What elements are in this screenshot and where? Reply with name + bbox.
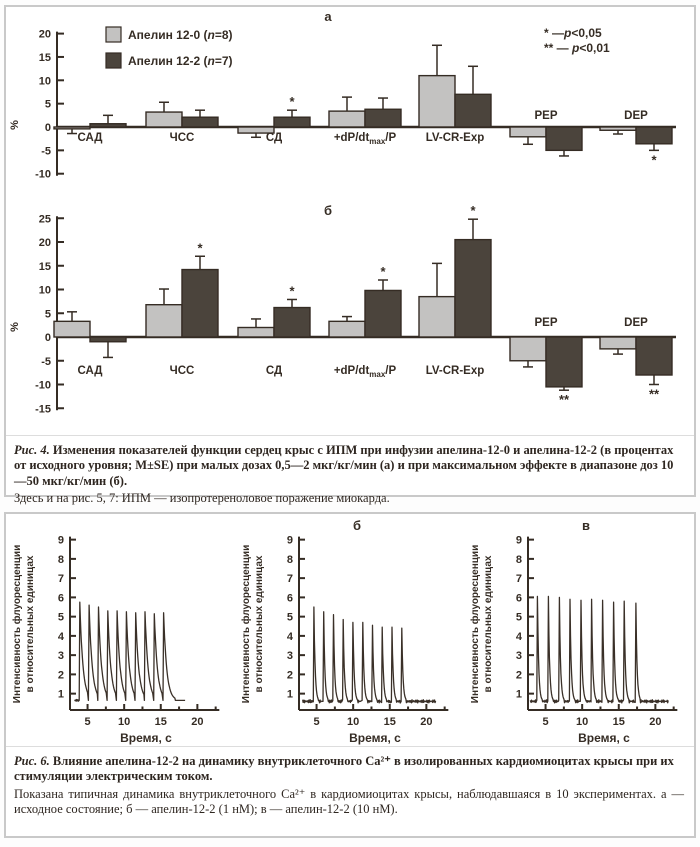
svg-text:Время, с: Время, с (349, 731, 401, 745)
svg-text:3: 3 (515, 650, 522, 663)
svg-text:в: в (582, 518, 590, 533)
figure6-panel (4, 512, 696, 838)
svg-text:в относительных единицах: в относительных единицах (483, 555, 494, 693)
svg-text:*: * (470, 203, 476, 219)
svg-text:5: 5 (286, 611, 293, 624)
svg-text:5: 5 (84, 716, 91, 728)
figure6-caption-note: Показана типичная динамика внутриклеточного Ca²⁺ в кардиомиоцитах крысы, наблюдавшаяся в 10 экспериментах. а — исходное состояние; б — апелин-12-2 (1 нМ); в — апелин-12-2 (10 нМ). (14, 786, 684, 816)
y-axis (57, 32, 64, 176)
fig4a-content (9, 9, 676, 181)
svg-text:0: 0 (44, 332, 51, 344)
svg-text:*: * (289, 94, 295, 110)
svg-text:*: * (197, 240, 203, 256)
svg-text:0: 0 (44, 122, 51, 134)
fluorescence-trace (303, 607, 436, 703)
bar (546, 337, 582, 387)
fig6c-content (469, 518, 677, 745)
bar (54, 127, 90, 129)
fluorescence-trace (530, 596, 668, 703)
svg-text:6: 6 (286, 592, 293, 605)
svg-text:5: 5 (542, 716, 549, 728)
svg-text:Время, с: Время, с (120, 731, 172, 745)
svg-text:Интенсивность флуоресценции: Интенсивность флуоресценции (470, 544, 481, 704)
svg-text:LV-CR-Exp: LV-CR-Exp (425, 132, 485, 144)
figure4-label: Рис. 4. (14, 443, 50, 457)
svg-text:ЧСС: ЧСС (169, 132, 195, 144)
svg-text:10: 10 (38, 284, 51, 297)
svg-text:20: 20 (649, 716, 662, 728)
svg-text:3: 3 (286, 650, 293, 663)
svg-text:3: 3 (57, 650, 64, 663)
svg-text:LV-CR-Exp: LV-CR-Exp (425, 365, 485, 377)
fig6a-content (11, 535, 219, 745)
fig4b-content (9, 203, 676, 415)
bar (54, 321, 90, 337)
legend-swatch (106, 53, 121, 68)
bar (146, 305, 182, 337)
fig6b-content (240, 518, 448, 745)
svg-text:-10: -10 (35, 168, 51, 181)
svg-text:9: 9 (57, 534, 64, 547)
svg-text:PEP: PEP (534, 110, 558, 122)
svg-text:8: 8 (57, 553, 64, 566)
figure6-caption-main (14, 754, 684, 785)
bar (329, 321, 365, 337)
fluorescence-trace (75, 602, 185, 701)
svg-text:20: 20 (38, 28, 51, 41)
svg-text:10: 10 (347, 716, 360, 728)
svg-text:-5: -5 (41, 145, 51, 158)
figure4-caption (6, 435, 694, 506)
bar (90, 124, 126, 127)
bar (455, 240, 491, 337)
svg-text:2: 2 (515, 669, 522, 682)
bar (546, 127, 582, 150)
svg-text:DEP: DEP (624, 317, 648, 329)
svg-text:-5: -5 (41, 355, 51, 368)
svg-text:Апелин 12-2 (n=7): Апелин 12-2 (n=7) (128, 54, 233, 68)
legend (106, 27, 233, 68)
svg-text:* —p<0,05: * —p<0,05 (544, 26, 602, 40)
svg-text:в относительных единицах: в относительных единицах (254, 555, 265, 693)
svg-text:PEP: PEP (534, 317, 558, 329)
svg-text:**: ** (648, 386, 660, 402)
bar (600, 337, 636, 349)
figure4-caption-main (14, 443, 684, 489)
svg-text:Апелин 12-0 (n=8): Апелин 12-0 (n=8) (128, 28, 233, 42)
svg-text:+dP/dtmax/P: $+dP/dt_{max}/P$ (333, 365, 397, 379)
svg-text:9: 9 (286, 534, 293, 547)
figure4-chart-b (6, 199, 694, 435)
svg-text:-10: -10 (35, 379, 51, 392)
figure6-caption-text: Влияние апелина-12-2 на динамику внутриклеточного Ca²⁺ в изолированных кардиомиоцитах крысы при их стимуляции электрическим током. (14, 754, 674, 784)
svg-text:5: 5 (44, 98, 51, 111)
bar (182, 117, 218, 127)
figure4-chart-a (6, 7, 694, 199)
bar (274, 308, 310, 337)
svg-text:2: 2 (286, 669, 293, 682)
svg-text:1: 1 (57, 688, 64, 701)
svg-text:2: 2 (57, 669, 64, 682)
bar (455, 94, 491, 127)
figure6-plot-c (464, 514, 693, 746)
bar (419, 297, 455, 337)
svg-text:10: 10 (38, 75, 51, 88)
svg-text:1: 1 (286, 688, 293, 701)
svg-text:10: 10 (118, 716, 131, 728)
y-axis (57, 216, 64, 410)
svg-text:%: % (9, 120, 21, 130)
svg-text:%: % (9, 322, 21, 332)
svg-text:СД: СД (265, 132, 283, 144)
bar (329, 111, 365, 127)
svg-text:+dP/dtmax/P: $+dP/dt_{max}/P$ (333, 132, 397, 146)
svg-text:ЧСС: ЧСС (169, 365, 195, 377)
svg-text:7: 7 (286, 573, 293, 586)
bar (90, 337, 126, 342)
bar (182, 270, 218, 337)
bar (419, 76, 455, 127)
svg-text:6: 6 (57, 592, 64, 605)
figure6-plot-a (6, 514, 235, 746)
svg-text:а: а (324, 9, 332, 24)
svg-text:DEP: DEP (624, 110, 648, 122)
svg-text:15: 15 (154, 716, 167, 728)
figure6-label: Рис. 6. (14, 754, 50, 768)
svg-text:15: 15 (38, 51, 51, 64)
svg-text:*: * (380, 264, 386, 279)
svg-text:20: 20 (38, 237, 51, 249)
bar (274, 117, 310, 127)
svg-text:** — p<0,01: ** — p<0,01 (544, 41, 610, 55)
figure4-caption-note: Здесь и на рис. 5, 7: ИПМ — изопротереноловое поражение миокарда. (14, 490, 390, 505)
svg-text:*: * (289, 283, 295, 299)
legend-swatch (106, 27, 121, 42)
bar (146, 112, 182, 127)
svg-text:15: 15 (38, 260, 51, 273)
svg-text:8: 8 (286, 553, 293, 566)
svg-text:б: б (352, 518, 362, 533)
svg-text:5: 5 (515, 611, 522, 624)
svg-text:Интенсивность флуоресценции: Интенсивность флуоресценции (241, 544, 252, 704)
svg-text:б: б (323, 203, 333, 218)
svg-text:20: 20 (191, 716, 204, 728)
figure6-plots-row (6, 514, 694, 746)
bar (238, 328, 274, 338)
figure4-caption-text: Изменения показателей функции сердец крыс с ИПМ при инфузии апелина-12-0 и апелина-12-2 (в процентах от исходного уровня; M±SE) при малых дозах 0,5—2 мкг/кг/мин (а) и при максимальном эффекте в диапазоне доз 10—50 мкг/кг/мин (б). (14, 443, 674, 488)
svg-text:в относительных единицах: в относительных единицах (25, 555, 36, 693)
svg-text:1: 1 (515, 688, 522, 701)
svg-text:4: 4 (57, 630, 64, 643)
bar (510, 337, 546, 361)
svg-text:*: * (651, 152, 657, 168)
svg-text:6: 6 (515, 592, 522, 605)
svg-text:**: ** (558, 392, 570, 408)
bar (365, 290, 401, 337)
svg-text:20: 20 (420, 716, 433, 728)
svg-text:СД: СД (265, 365, 283, 377)
svg-text:7: 7 (515, 573, 522, 586)
svg-text:Время, с: Время, с (578, 731, 630, 745)
bar (636, 337, 672, 375)
svg-text:5: 5 (313, 716, 320, 728)
bar (636, 127, 672, 144)
svg-text:25: 25 (38, 213, 51, 226)
svg-text:-15: -15 (35, 403, 51, 416)
figure4-panel (4, 5, 696, 505)
svg-text:4: 4 (286, 630, 293, 643)
svg-text:САД: САД (77, 132, 103, 144)
svg-text:15: 15 (612, 716, 625, 728)
bar (600, 127, 636, 130)
svg-text:Интенсивность флуоресценции: Интенсивность флуоресценции (12, 544, 23, 704)
svg-text:4: 4 (515, 630, 522, 643)
bar (365, 109, 401, 127)
significance-note (544, 26, 610, 55)
svg-text:8: 8 (515, 553, 522, 566)
svg-text:15: 15 (383, 716, 396, 728)
bar (510, 127, 546, 137)
figure6-plot-b (235, 514, 464, 746)
svg-text:7: 7 (57, 573, 64, 586)
svg-text:5: 5 (57, 611, 64, 624)
svg-text:САД: САД (77, 365, 103, 377)
svg-text:10: 10 (576, 716, 589, 728)
svg-text:9: 9 (515, 534, 522, 547)
figure6-caption (6, 746, 694, 817)
svg-text:5: 5 (44, 308, 51, 321)
